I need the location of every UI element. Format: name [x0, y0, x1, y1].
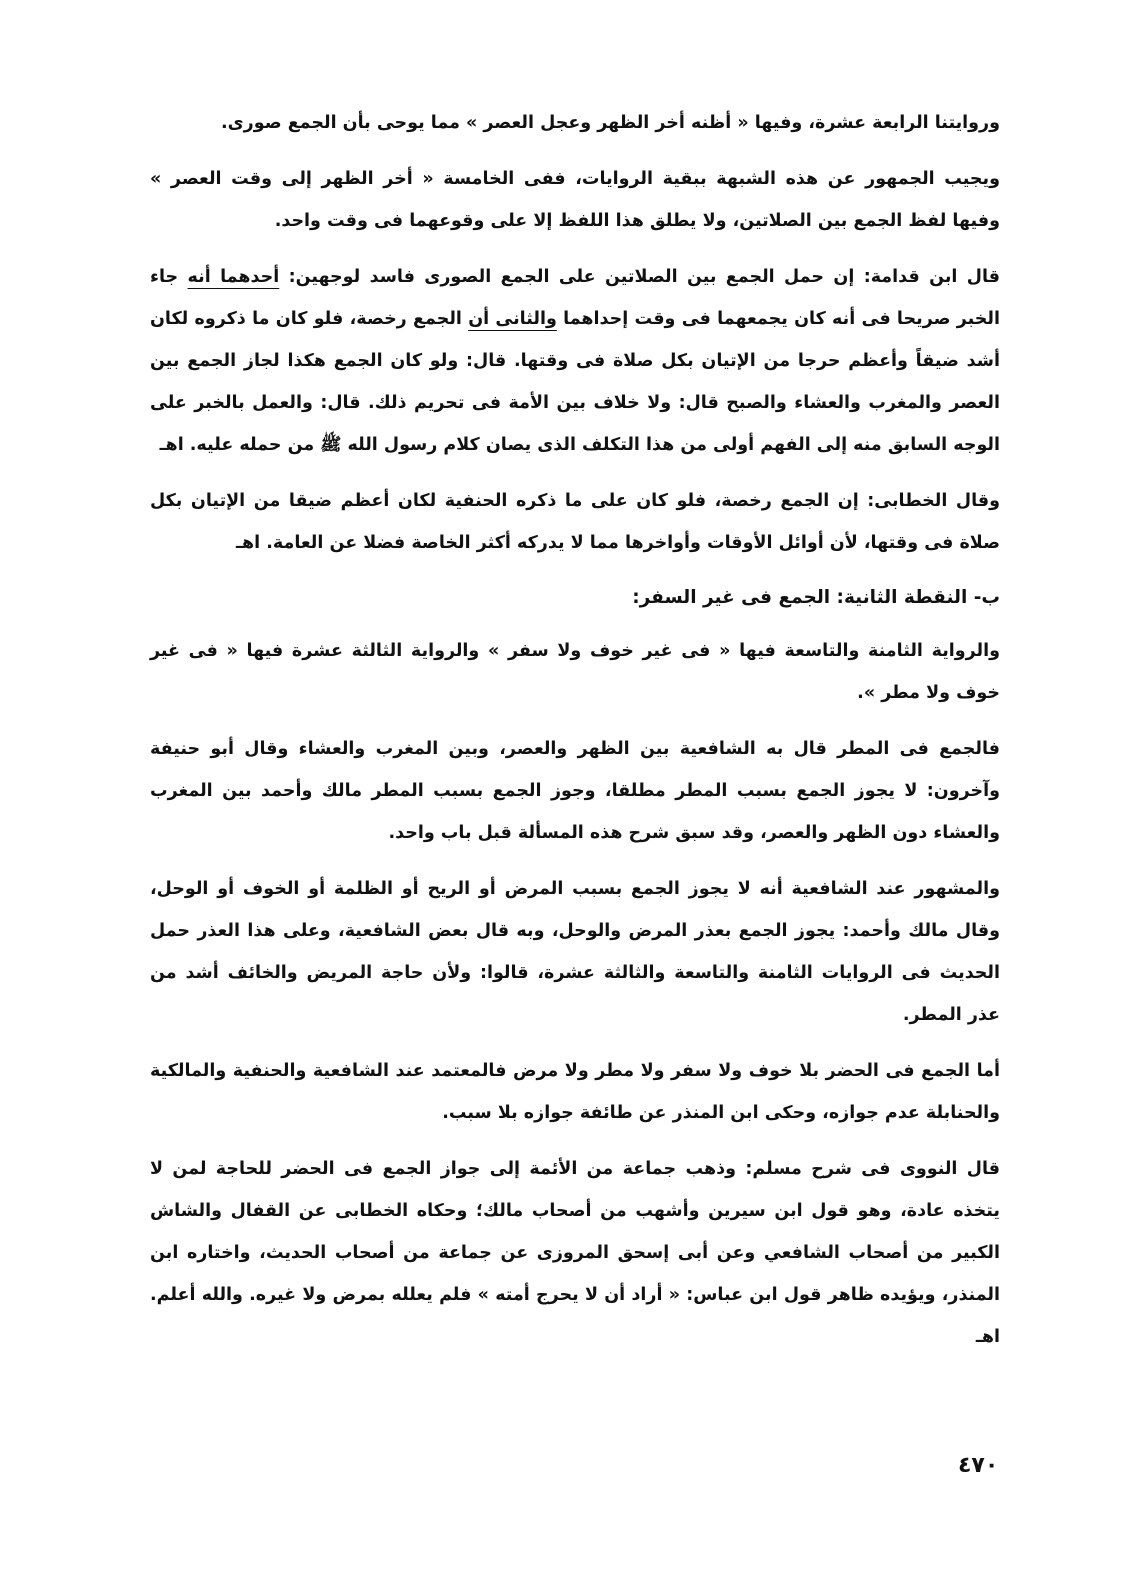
paragraph-ibn-qudamah: [150, 256, 1000, 466]
paragraph-majority-reply: ويجيب الجمهور عن هذه الشبهة ببقية الروايات، ففى الخامسة « أخر الظهر إلى وقت العصر » وفيها لفظ الجمع بين الصلاتين، ولا يطلق هذا اللفظ إلا على وقوعهما فى وقت واحد.: [150, 169, 1000, 231]
underlined-phrase: والثانى أن: [468, 309, 557, 329]
paragraph-fourth-narration: وروايتنا الرابعة عشرة، وفيها « أظنه أخر الظهر وعجل العصر » مما يوحى بأن الجمع صورى.: [220, 113, 1000, 133]
paragraph-nawawi: قال النووى فى شرح مسلم: وذهب جماعة من الأئمة إلى جواز الجمع فى الحضر للحاجة لمن لا يتخذه عادة، وهو قول ابن سيرين وأشهب من أصحاب مالك؛ وحكاه الخطابى عن القفال والشاش الكبير من أصحاب الشافعي وعن أبى إسحق المروزى عن جماعة من أصحاب الحديث، واختاره ابن المنذر، ويؤيده ظاهر قول ابن عباس: « أراد أن لا يحرج أمته » فلم يعلله بمرض ولا غيره. والله أعلم. اهـ: [150, 1159, 1000, 1347]
paragraph-eighth-ninth-narrations: والرواية الثامنة والتاسعة فيها « فى غير خوف ولا سفر » والرواية الثالثة عشرة فيها « فى غير خوف ولا مطر ».: [150, 641, 1000, 703]
page-number: ٤٧٠: [958, 1453, 999, 1478]
underlined-phrase: أحدهما أنه: [187, 267, 280, 287]
paragraph-illness: والمشهور عند الشافعية أنه لا يجوز الجمع بسبب المرض أو الريح أو الظلمة أو الخوف أو الوحل، وقال مالك وأحمد: يجوز الجمع بعذر المرض والوحل، وبه قال بعض الشافعية، وعلى هذا العذر حمل الحديث فى الروايات الثامنة والتاسعة والثالثة عشرة، قالوا: ولأن حاجة المريض والخائف أشد من عذر المطر.: [150, 879, 1000, 1025]
text-segment: الجمع رخصة، فلو كان ما ذكروه لكان أشد ضيقاً وأعظم حرجا من الإتيان بكل صلاة فى وقتها. قال: ولو كان الجمع هكذا لجاز الجمع بين العصر والمغرب والعشاء والصبح قال: ولا خلاف بين الأمة فى تحريم ذلك. قال: والعمل بالخبر على الوجه السابق منه إلى الفهم أولى من هذا التكلف الذى يصان كلام رسول الله ﷺ من حمله عليه. اهـ: [150, 309, 1000, 455]
text-segment: قال ابن قدامة: إن حمل الجمع بين الصلاتين على الجمع الصورى فاسد لوجهين:: [279, 267, 1000, 287]
page-body: [150, 102, 1000, 1372]
paragraph-khattabi: وقال الخطابى: إن الجمع رخصة، فلو كان على ما ذكره الحنفية لكان أعظم ضيقا من الإتيان بكل صلاة فى وقتها، لأن أوائل الأوقات وأواخرها مما لا يدركه أكثر الخاصة فضلا عن العامة. اهـ: [150, 491, 1000, 553]
text-segment: جاء الخبر صريحا فى أنه كان يجمعهما فى وقت إحداهما: [150, 267, 1000, 329]
paragraph-residence: أما الجمع فى الحضر بلا خوف ولا سفر ولا مطر ولا مرض فالمعتمد عند الشافعية والحنفية والمالكية والحنابلة عدم جوازه، وحكى ابن المنذر عن طائفة جوازه بلا سبب.: [150, 1061, 1000, 1123]
paragraph-rain: فالجمع فى المطر قال به الشافعية بين الظهر والعصر، وبين المغرب والعشاء وقال أبو حنيفة وآخرون: لا يجوز الجمع بسبب المطر مطلقا، وجوز الجمع بسبب المطر مالك وأحمد بين المغرب والعشاء دون الظهر والعصر، وقد سبق شرح هذه المسألة قبل باب واحد.: [150, 739, 1000, 843]
section-heading: ب- النقطة الثانية: الجمع فى غير السفر:: [632, 587, 1000, 608]
